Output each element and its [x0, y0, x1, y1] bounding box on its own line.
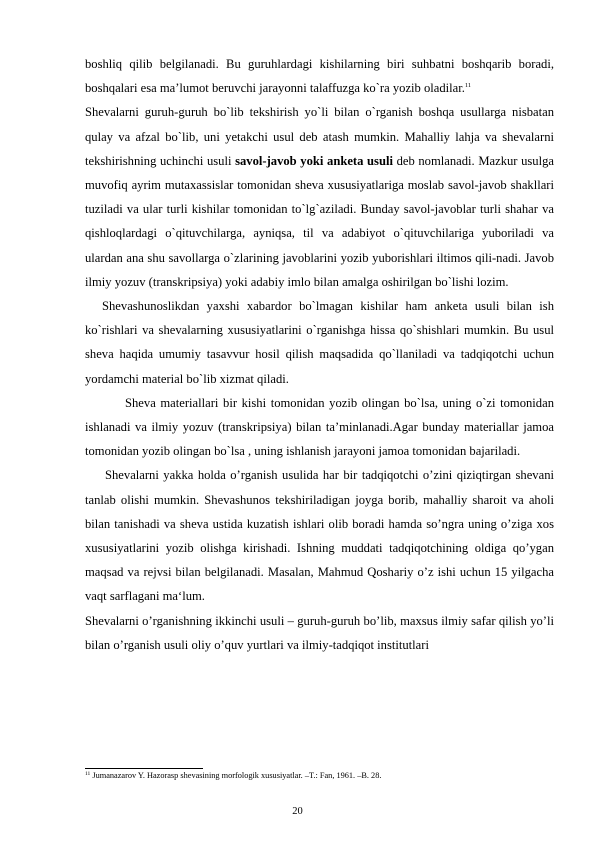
paragraph-1-text: boshliq qilib belgilanadi. Bu guruhlardagi kishilarning biri suhbatni boshqarib boradi, boshqalari esa ma’lumot beruvchi jarayonni talaffuzga ko`ra yozib oladilar.	[85, 57, 554, 96]
paragraph-6: Shevalarni o’rganishning ikkinchi usuli – guruh-guruh bo’lib, maxsus ilmiy safar qilish yo’li bilan o’rganish usuli oliy o’quv yurtlari va ilmiy-tadqiqot institutlari	[85, 613, 554, 652]
paragraph-2-text-before: Shevalarni guruh-guruh bo`lib tekshirish yo`li bilan o`rganish boshqa usullarga nisbatan qulay va afzal bo`lib, uni yetakchi usul deb atash mumkin. Mahalliy lahja va shevalarni tekshirishning uchinchi usuli	[85, 105, 554, 168]
paragraph-5: Shevalarni yakka holda o’rganish usulida har bir tadqiqotchi o’zini qiziqtirgan shevani tanlab olishi mumkin. Shevashunos tekshiriladigan joyga borib, mahalliy sharoit va aholi bilan tanishadi va sheva ustida kuzatish ishlari olib boradi hamda so’ngra uning o’ziga xos xususiyatlarini yozib olishga kirishadi. Ishning muddati tadqiqotchining oldiga qo’ygan maqsad va rejvsi bilan belgilanadi. Masalan, Mahmud Qoshariy o’z ishi uchun 15 yilgacha vaqt sarflagani ma‘lum.	[85, 468, 554, 604]
page-number: 20	[292, 806, 303, 817]
footnote-text: Jumanazarov Y. Hazorasp shevasining morfologik xususiyatlar. –T.: Fan, 1961. –B. 28.	[90, 771, 382, 780]
paragraph-1	[85, 52, 554, 100]
footnote	[85, 770, 554, 781]
paragraph-2-bold-term: savol-javob yoki anketa usuli	[235, 153, 393, 168]
footnote-number: 11	[85, 771, 91, 777]
paragraph-2	[85, 100, 554, 294]
footnote-divider	[85, 768, 203, 769]
paragraph-3: Shevashunoslikdan yaxshi xabardor bo`lmagan kishilar ham anketa usuli bilan ish ko`rishlari va shevalarning xususiyatlarini o`rganishga hissa qo`shishlari mumkin. Bu usul sheva haqida umumiy tasavvur hosil qilish maqsadida qo`llaniladi va tadqiqotchi uchun yordamchi material bo`lib xizmat qiladi.	[85, 299, 554, 386]
document-body	[85, 52, 554, 657]
footnote-reference: 11	[464, 82, 472, 90]
paragraph-2-text-after: deb nomlanadi. Mazkur usulga muvofiq ayrim mutaxassislar tomonidan sheva xususiyatlariga moslab savol-javob shakllari tuziladi va ular turli kishilar tomonidan to`lg`aziladi. Bunday savol-javoblar turli shahar va qishloqlardagi o`qituvchilarga, ayniqsa, til va adabiyot o`qituvchilariga yuboriladi va ulardan ana shu savollarga o`zlarining javoblarini yozib yuborishlari iltimos qili-nadi. Javob ilmiy yozuv (transkripsiya) yoki adabiy imlo bilan amalga oshirilgan bo`lishi lozim.	[85, 153, 554, 289]
paragraph-4: Sheva materiallari bir kishi tomonidan yozib olingan bo`lsa, uning o`zi tomonidan ishlanadi va ilmiy yozuv (transkripsiya) bilan ta’minlanadi.Agar bunday materiallar jamoa tomonidan yozib olingan bo`lsa , uning ishlanish jarayoni jamoa tomonidan bajariladi.	[85, 395, 554, 459]
